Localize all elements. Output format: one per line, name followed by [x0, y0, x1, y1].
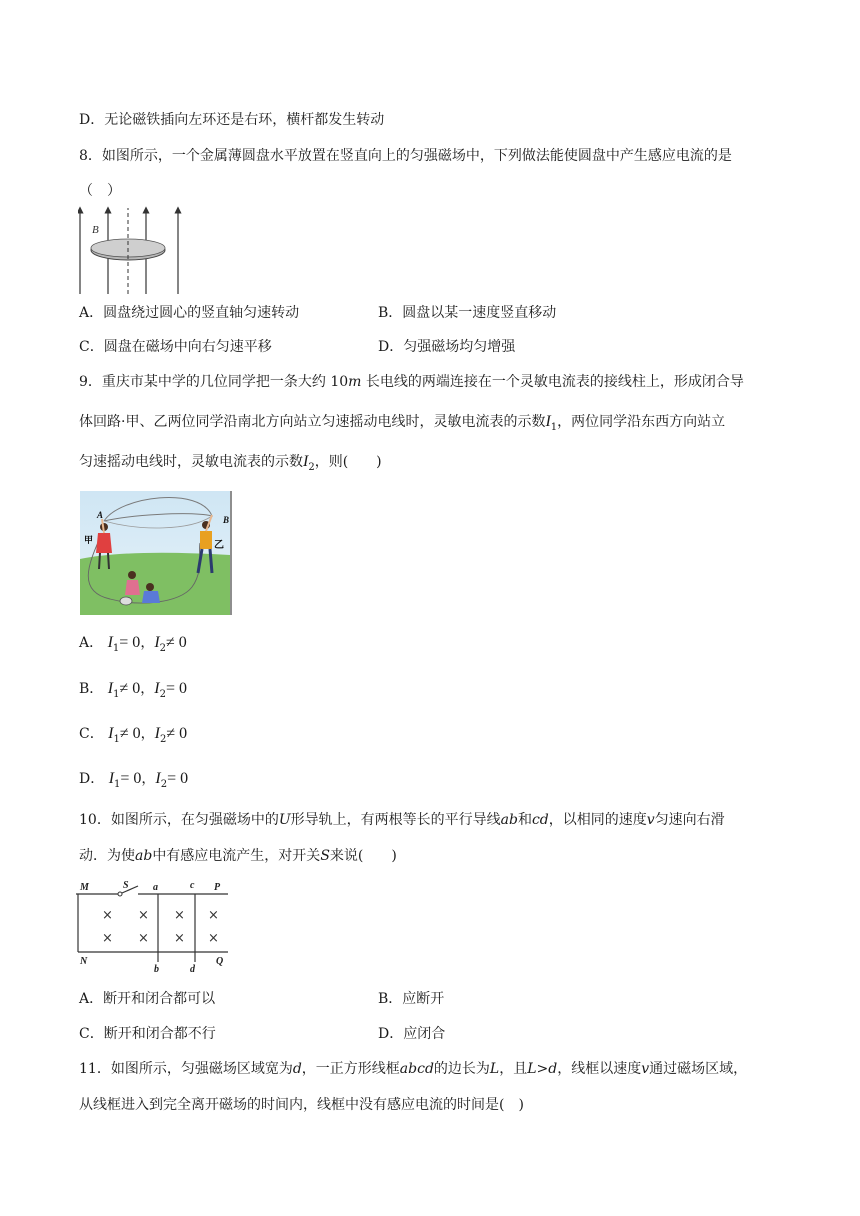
q9-option-c: C． $I_1\ne 0$，$I_2\ne 0$ [79, 725, 188, 745]
label-s: S [123, 880, 129, 891]
field-cross: × [174, 908, 185, 923]
student-body [125, 580, 140, 595]
q8-option-a: A．圆盘绕过圆心的竖直轴匀速转动 [79, 305, 300, 321]
q11-stem-line2: 从线框进入到完全离开磁场的时间内，线框中没有感应电流的时间是( ) [79, 1097, 524, 1113]
q8-fig-label-b: B [92, 224, 99, 236]
label-b: b [154, 964, 159, 975]
label-q: Q [216, 956, 224, 967]
grass [80, 553, 230, 615]
q10-option-d: D．应闭合 [378, 1026, 446, 1042]
label-m: M [80, 882, 89, 893]
q10-stem-line2: 动．为使ab中有感应电流产生，对开关S来说( ) [79, 848, 397, 864]
q9-option-b: B． $I_1\ne 0$，$I_2= 0$ [79, 680, 187, 700]
q9-option-d: D． $I_1= 0$，$I_2= 0$ [79, 770, 189, 790]
label-d: d [190, 964, 195, 975]
switch-pivot [118, 892, 122, 896]
q7-option-d: D．无论磁铁插向左环还是右环，横杆都发生转动 [79, 112, 385, 128]
person-yi-body [200, 531, 212, 549]
q10-stem-line1: 10．如图所示，在匀强磁场中的U形导轨上，有两根等长的平行导线ab和cd，以相同的速度v匀速向右滑 [79, 812, 725, 828]
q8-option-d: D．匀强磁场均匀增强 [378, 339, 516, 355]
q9-fig-label-yi: 乙 [214, 540, 224, 551]
q8-stem-line1: 8．如图所示，一个金属薄圆盘水平放置在竖直向上的匀强磁场中，下列做法能使圆盘中产生感应电流的是 [79, 148, 732, 164]
q9-stem-line2: 体回路·甲、乙两位同学沿南北方向站立匀速摇动电线时，灵敏电流表的示数$I_1$，两位同学沿东西方向站立 [79, 413, 726, 433]
q8-option-b: B．圆盘以某一速度竖直移动 [378, 305, 557, 321]
q9-stem-line1: 9．重庆市某中学的几位同学把一条大约 10m 长电线的两端连接在一个灵敏电流表的接线柱上，形成闭合导 [79, 374, 744, 390]
q9-fig-label-b: B [223, 515, 230, 525]
person-jia-body [96, 533, 112, 553]
q10-option-a: A．断开和闭合都可以 [79, 991, 216, 1007]
student-body [142, 591, 160, 603]
person-jia-leg [99, 553, 100, 569]
q9-fig-label-a: A [97, 510, 104, 520]
q8-stem-line2: （ ） [79, 183, 121, 199]
field-cross: × [138, 931, 149, 946]
q9-fig-label-jia: 甲 [84, 536, 94, 546]
q10-option-c: C．断开和闭合都不行 [79, 1026, 216, 1042]
q9-option-a: A． $I_1= 0$，$I_2\ne 0$ [79, 634, 187, 654]
q11-stem-line1: 11．如图所示，匀强磁场区域宽为d，一正方形线框abcd的边长为L，且L>d，线框以速度v通过磁场区域， [79, 1061, 748, 1077]
q9-illustration [80, 491, 234, 615]
student-head [146, 583, 154, 591]
q8-option-c: C．圆盘在磁场中向右匀速平移 [79, 339, 272, 355]
label-p: P [214, 882, 221, 893]
q10-rail-figure [76, 876, 236, 976]
person-yi-leg [210, 549, 212, 573]
q10-option-b: B．应断开 [378, 991, 445, 1007]
field-cross: × [208, 908, 219, 923]
field-cross: × [138, 908, 149, 923]
galvanometer [120, 597, 132, 605]
field-cross: × [174, 931, 185, 946]
label-a: a [153, 882, 158, 893]
q8-disc-figure [78, 206, 190, 296]
q9-stem-line3: 匀速摇动电线时，灵敏电流表的示数$I_2$，则( ) [79, 453, 382, 473]
magnetic-field-crosses [102, 908, 219, 946]
field-cross: × [102, 931, 113, 946]
student-head [128, 571, 136, 579]
person-jia-leg [108, 553, 109, 569]
label-n: N [80, 956, 88, 967]
field-cross: × [208, 931, 219, 946]
label-c: c [190, 880, 195, 891]
field-cross: × [102, 908, 113, 923]
